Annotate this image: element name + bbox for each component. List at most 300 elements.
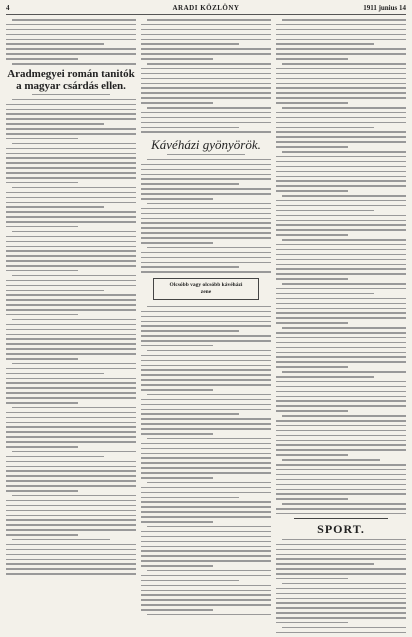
- text-line-placeholder: [276, 278, 348, 280]
- text-line-placeholder: [141, 531, 271, 533]
- text-line-placeholder: [141, 242, 213, 244]
- text-line-placeholder: [6, 549, 136, 551]
- text-line-placeholder: [6, 246, 136, 248]
- text-line-placeholder: [276, 469, 406, 471]
- text-line-placeholder: [276, 454, 348, 456]
- text-line-placeholder: [6, 417, 136, 419]
- text-line-placeholder: [276, 141, 406, 143]
- column-2: [141, 19, 271, 637]
- text-line-placeholder: [141, 131, 271, 133]
- text-line-placeholder: [276, 273, 406, 275]
- text-line-placeholder: [141, 330, 239, 332]
- text-line-placeholder: [276, 224, 406, 226]
- text-line-placeholder: [276, 376, 374, 378]
- text-line-placeholder: [276, 425, 406, 427]
- text-line-placeholder: [6, 226, 78, 228]
- text-line-placeholder: [276, 53, 406, 55]
- text-line-placeholder: [12, 407, 136, 409]
- text-line-placeholder: [141, 112, 271, 114]
- text-line-placeholder: [6, 197, 136, 199]
- text-line-placeholder: [276, 29, 406, 31]
- text-line-placeholder: [12, 19, 136, 21]
- text-line-placeholder: [141, 497, 239, 499]
- text-line-placeholder: [6, 412, 136, 414]
- text-line-placeholder: [6, 148, 136, 150]
- text-line-placeholder: [282, 195, 406, 197]
- text-line-placeholder: [276, 612, 406, 614]
- text-line-placeholder: [276, 210, 374, 212]
- text-line-placeholder: [276, 161, 406, 163]
- text-line-placeholder: [276, 554, 406, 556]
- text-line-placeholder: [276, 573, 406, 575]
- text-line-placeholder: [6, 373, 104, 375]
- text-line-placeholder: [282, 459, 380, 461]
- text-line-placeholder: [282, 151, 406, 153]
- text-line-placeholder: [276, 68, 406, 70]
- text-line-placeholder: [141, 316, 271, 318]
- text-line-placeholder: [276, 293, 374, 295]
- text-line-placeholder: [141, 599, 271, 601]
- text-line-placeholder: [6, 426, 136, 428]
- text-line-placeholder: [141, 423, 271, 425]
- text-line-placeholder: [6, 109, 136, 111]
- text-line-placeholder: [276, 34, 406, 36]
- text-line-placeholder: [276, 410, 348, 412]
- text-line-placeholder: [141, 43, 239, 45]
- text-line-placeholder: [141, 257, 271, 259]
- text-line-placeholder: [6, 519, 136, 521]
- text-line-placeholder: [147, 19, 271, 21]
- text-line-placeholder: [276, 366, 348, 368]
- text-line-placeholder: [6, 505, 136, 507]
- text-line-placeholder: [6, 573, 136, 575]
- byline-placeholder: [32, 94, 110, 96]
- text-line-placeholder: [276, 87, 406, 89]
- text-line-placeholder: [6, 270, 78, 272]
- text-line-placeholder: [6, 167, 136, 169]
- text-line-placeholder: [276, 361, 406, 363]
- text-block: [276, 19, 406, 514]
- text-line-placeholder: [6, 515, 136, 517]
- text-line-placeholder: [141, 222, 271, 224]
- text-line-placeholder: [276, 558, 406, 560]
- text-line-placeholder: [141, 453, 271, 455]
- text-line-placeholder: [276, 73, 406, 75]
- text-line-placeholder: [12, 539, 110, 541]
- text-line-placeholder: [141, 169, 271, 171]
- text-line-placeholder: [6, 378, 136, 380]
- text-line-placeholder: [276, 200, 406, 202]
- text-line-placeholder: [6, 563, 136, 565]
- text-line-placeholder: [6, 309, 136, 311]
- text-line-placeholder: [276, 381, 406, 383]
- article-body-cafe: [141, 159, 271, 273]
- text-line-placeholder: [282, 283, 406, 285]
- text-line-placeholder: [141, 53, 271, 55]
- text-line-placeholder: [276, 268, 406, 270]
- text-line-placeholder: [141, 73, 271, 75]
- text-line-placeholder: [276, 127, 374, 129]
- text-line-placeholder: [6, 441, 136, 443]
- text-line-placeholder: [6, 382, 136, 384]
- article-body-cafe-cont: [141, 306, 271, 616]
- text-line-placeholder: [276, 607, 406, 609]
- text-line-placeholder: [276, 39, 406, 41]
- text-line-placeholder: [141, 232, 271, 234]
- text-line-placeholder: [276, 171, 406, 173]
- text-line-placeholder: [6, 568, 136, 570]
- text-line-placeholder: [141, 511, 271, 513]
- text-line-placeholder: [141, 355, 271, 357]
- text-line-placeholder: [141, 97, 271, 99]
- text-line-placeholder: [141, 594, 271, 596]
- text-line-placeholder: [141, 604, 271, 606]
- text-line-placeholder: [282, 539, 406, 541]
- text-line-placeholder: [276, 449, 406, 451]
- text-line-placeholder: [12, 231, 136, 233]
- text-line-placeholder: [141, 213, 271, 215]
- text-line-placeholder: [6, 34, 136, 36]
- text-line-placeholder: [276, 489, 406, 491]
- text-line-placeholder: [6, 162, 136, 164]
- text-line-placeholder: [6, 329, 136, 331]
- text-line-placeholder: [147, 203, 271, 205]
- text-line-placeholder: [276, 234, 348, 236]
- text-line-placeholder: [141, 321, 271, 323]
- text-line-placeholder: [141, 418, 271, 420]
- text-line-placeholder: [6, 368, 136, 370]
- text-line-placeholder: [147, 394, 271, 396]
- text-line-placeholder: [276, 254, 406, 256]
- text-line-placeholder: [276, 435, 406, 437]
- text-line-placeholder: [147, 350, 271, 352]
- text-line-placeholder: [141, 365, 271, 367]
- text-line-placeholder: [6, 241, 136, 243]
- text-line-placeholder: [141, 448, 271, 450]
- text-line-placeholder: [276, 598, 406, 600]
- text-line-placeholder: [6, 456, 104, 458]
- text-line-placeholder: [6, 294, 136, 296]
- text-line-placeholder: [276, 391, 406, 393]
- text-line-placeholder: [6, 392, 136, 394]
- text-line-placeholder: [276, 352, 406, 354]
- text-line-placeholder: [6, 475, 136, 477]
- text-line-placeholder: [6, 157, 136, 159]
- text-line-placeholder: [141, 325, 271, 327]
- text-line-placeholder: [6, 29, 136, 31]
- text-line-placeholder: [276, 622, 348, 624]
- section-title-sport: SPORT.: [317, 521, 365, 536]
- text-line-placeholder: [141, 428, 271, 430]
- text-line-placeholder: [141, 467, 271, 469]
- text-line-placeholder: [276, 444, 406, 446]
- text-line-placeholder: [6, 123, 104, 125]
- text-line-placeholder: [276, 156, 406, 158]
- text-line-placeholder: [6, 138, 78, 140]
- text-line-placeholder: [12, 451, 136, 453]
- article-body-sport: [276, 539, 406, 633]
- text-line-placeholder: [6, 436, 136, 438]
- article-body-romanian-teachers: [6, 99, 136, 575]
- text-line-placeholder: [6, 446, 78, 448]
- text-line-placeholder: [141, 590, 271, 592]
- text-line-placeholder: [141, 462, 271, 464]
- text-line-placeholder: [6, 53, 136, 55]
- text-line-placeholder: [141, 443, 271, 445]
- text-line-placeholder: [282, 371, 406, 373]
- text-line-placeholder: [276, 190, 348, 192]
- text-line-placeholder: [141, 516, 271, 518]
- text-line-placeholder: [276, 356, 406, 358]
- text-line-placeholder: [276, 568, 406, 570]
- text-line-placeholder: [141, 384, 271, 386]
- text-line-placeholder: [141, 127, 239, 129]
- text-line-placeholder: [141, 102, 213, 104]
- text-line-placeholder: [276, 308, 406, 310]
- text-line-placeholder: [276, 166, 406, 168]
- column-1: [6, 19, 136, 637]
- text-line-placeholder: [276, 632, 406, 634]
- text-line-placeholder: [141, 198, 213, 200]
- text-line-placeholder: [6, 192, 136, 194]
- text-line-placeholder: [276, 220, 406, 222]
- text-line-placeholder: [276, 176, 406, 178]
- text-line-placeholder: [276, 205, 406, 207]
- column-3: [276, 19, 406, 637]
- text-line-placeholder: [276, 146, 348, 148]
- text-line-placeholder: [276, 43, 374, 45]
- text-line-placeholder: [12, 143, 136, 145]
- text-line-placeholder: [141, 555, 271, 557]
- text-line-placeholder: [6, 500, 136, 502]
- article-subtitle-placeholder: [167, 154, 245, 156]
- text-line-placeholder: [141, 208, 271, 210]
- text-line-placeholder: [276, 342, 406, 344]
- text-line-placeholder: [141, 472, 271, 474]
- text-line-placeholder: [6, 387, 136, 389]
- text-line-placeholder: [6, 211, 136, 213]
- text-block: [6, 19, 136, 65]
- text-line-placeholder: [276, 312, 406, 314]
- text-line-placeholder: [6, 480, 136, 482]
- section-rule: [294, 518, 388, 519]
- text-line-placeholder: [6, 290, 104, 292]
- text-line-placeholder: [141, 409, 271, 411]
- text-line-placeholder: [276, 464, 406, 466]
- text-line-placeholder: [141, 237, 271, 239]
- text-line-placeholder: [6, 24, 136, 26]
- text-line-placeholder: [6, 128, 136, 130]
- text-line-placeholder: [276, 386, 406, 388]
- text-line-placeholder: [6, 334, 136, 336]
- text-line-placeholder: [12, 495, 136, 497]
- text-line-placeholder: [141, 575, 271, 577]
- text-line-placeholder: [141, 550, 271, 552]
- text-line-placeholder: [147, 159, 271, 161]
- text-line-placeholder: [141, 252, 271, 254]
- text-line-placeholder: [6, 265, 136, 267]
- text-line-placeholder: [6, 559, 136, 561]
- text-line-placeholder: [141, 379, 271, 381]
- text-line-placeholder: [147, 482, 271, 484]
- text-line-placeholder: [276, 563, 374, 565]
- page-header: [6, 3, 406, 15]
- text-line-placeholder: [282, 503, 406, 505]
- text-line-placeholder: [141, 164, 271, 166]
- text-line-placeholder: [141, 24, 271, 26]
- text-line-placeholder: [141, 340, 271, 342]
- text-line-placeholder: [141, 413, 239, 415]
- text-line-placeholder: [141, 404, 271, 406]
- text-line-placeholder: [6, 422, 136, 424]
- text-line-placeholder: [276, 131, 406, 133]
- text-line-placeholder: [6, 206, 104, 208]
- text-line-placeholder: [276, 405, 406, 407]
- text-line-placeholder: [12, 187, 136, 189]
- text-line-placeholder: [141, 83, 271, 85]
- text-line-placeholder: [147, 570, 271, 572]
- text-line-placeholder: [6, 280, 136, 282]
- notice-line-1: Olcsóbb vagy olcsóbb kávéházi: [169, 281, 243, 288]
- text-line-placeholder: [276, 322, 348, 324]
- text-line-placeholder: [12, 275, 136, 277]
- text-line-placeholder: [282, 415, 406, 417]
- text-line-placeholder: [276, 549, 406, 551]
- text-line-placeholder: [276, 229, 406, 231]
- text-line-placeholder: [6, 118, 136, 120]
- text-line-placeholder: [141, 271, 271, 273]
- page-number: 4: [6, 4, 10, 12]
- text-line-placeholder: [276, 440, 406, 442]
- text-line-placeholder: [276, 244, 406, 246]
- text-line-placeholder: [6, 470, 136, 472]
- text-line-placeholder: [141, 506, 271, 508]
- text-line-placeholder: [282, 19, 406, 21]
- text-line-placeholder: [141, 399, 271, 401]
- article-title-cafe: Kávéházi gyönyörök.: [151, 136, 261, 152]
- text-line-placeholder: [12, 319, 136, 321]
- text-line-placeholder: [276, 479, 406, 481]
- text-line-placeholder: [6, 534, 78, 536]
- text-line-placeholder: [276, 298, 406, 300]
- text-line-placeholder: [276, 136, 406, 138]
- text-line-placeholder: [141, 501, 271, 503]
- text-line-placeholder: [6, 338, 136, 340]
- text-line-placeholder: [276, 317, 406, 319]
- text-line-placeholder: [6, 544, 136, 546]
- text-line-placeholder: [6, 260, 136, 262]
- text-line-placeholder: [276, 180, 406, 182]
- text-line-placeholder: [141, 560, 271, 562]
- text-line-placeholder: [276, 332, 406, 334]
- text-line-placeholder: [276, 508, 406, 510]
- text-line-placeholder: [276, 58, 348, 60]
- text-line-placeholder: [141, 178, 271, 180]
- text-line-placeholder: [141, 546, 271, 548]
- columns: [6, 15, 406, 637]
- text-line-placeholder: [276, 259, 406, 261]
- text-line-placeholder: [141, 492, 271, 494]
- text-line-placeholder: [276, 215, 406, 217]
- text-line-placeholder: [276, 249, 406, 251]
- text-line-placeholder: [147, 247, 271, 249]
- text-line-placeholder: [282, 627, 406, 629]
- text-line-placeholder: [141, 193, 271, 195]
- text-line-placeholder: [6, 299, 136, 301]
- text-line-placeholder: [141, 521, 213, 523]
- masthead: ARADI KÖZLÖNY: [172, 4, 240, 12]
- notice-box: [153, 278, 259, 300]
- text-line-placeholder: [276, 430, 406, 432]
- text-line-placeholder: [6, 314, 78, 316]
- text-line-placeholder: [141, 433, 213, 435]
- text-line-placeholder: [276, 102, 348, 104]
- text-line-placeholder: [276, 593, 406, 595]
- text-line-placeholder: [276, 303, 406, 305]
- text-line-placeholder: [141, 34, 271, 36]
- text-line-placeholder: [6, 490, 78, 492]
- text-line-placeholder: [276, 420, 406, 422]
- text-line-placeholder: [276, 83, 406, 85]
- text-line-placeholder: [6, 172, 136, 174]
- text-line-placeholder: [6, 255, 136, 257]
- text-line-placeholder: [141, 585, 271, 587]
- text-line-placeholder: [141, 360, 271, 362]
- text-line-placeholder: [141, 68, 271, 70]
- text-line-placeholder: [6, 402, 78, 404]
- text-line-placeholder: [141, 78, 271, 80]
- text-line-placeholder: [141, 183, 239, 185]
- text-line-placeholder: [276, 288, 406, 290]
- text-line-placeholder: [141, 29, 271, 31]
- text-line-placeholder: [6, 236, 136, 238]
- text-line-placeholder: [141, 487, 271, 489]
- text-line-placeholder: [276, 92, 406, 94]
- text-line-placeholder: [141, 188, 271, 190]
- text-line-placeholder: [6, 216, 136, 218]
- text-line-placeholder: [6, 153, 136, 155]
- text-line-placeholder: [276, 117, 406, 119]
- text-line-placeholder: [276, 513, 406, 515]
- text-line-placeholder: [6, 529, 136, 531]
- text-line-placeholder: [141, 345, 213, 347]
- text-line-placeholder: [6, 250, 136, 252]
- text-line-placeholder: [276, 544, 406, 546]
- text-line-placeholder: [276, 602, 406, 604]
- text-line-placeholder: [6, 431, 136, 433]
- text-line-placeholder: [141, 92, 271, 94]
- text-line-placeholder: [141, 369, 271, 371]
- notice-line-2: zene: [200, 288, 212, 295]
- text-line-placeholder: [147, 438, 271, 440]
- text-line-placeholder: [6, 221, 136, 223]
- text-line-placeholder: [141, 389, 213, 391]
- text-line-placeholder: [141, 117, 271, 119]
- text-line-placeholder: [276, 97, 406, 99]
- text-line-placeholder: [276, 112, 406, 114]
- text-line-placeholder: [141, 262, 271, 264]
- text-line-placeholder: [276, 78, 406, 80]
- text-line-placeholder: [276, 400, 406, 402]
- text-line-placeholder: [276, 48, 406, 50]
- text-line-placeholder: [141, 536, 271, 538]
- text-line-placeholder: [141, 335, 271, 337]
- text-line-placeholder: [276, 396, 406, 398]
- text-line-placeholder: [282, 327, 406, 329]
- text-line-placeholder: [141, 39, 271, 41]
- text-line-placeholder: [6, 343, 136, 345]
- text-line-placeholder: [141, 87, 271, 89]
